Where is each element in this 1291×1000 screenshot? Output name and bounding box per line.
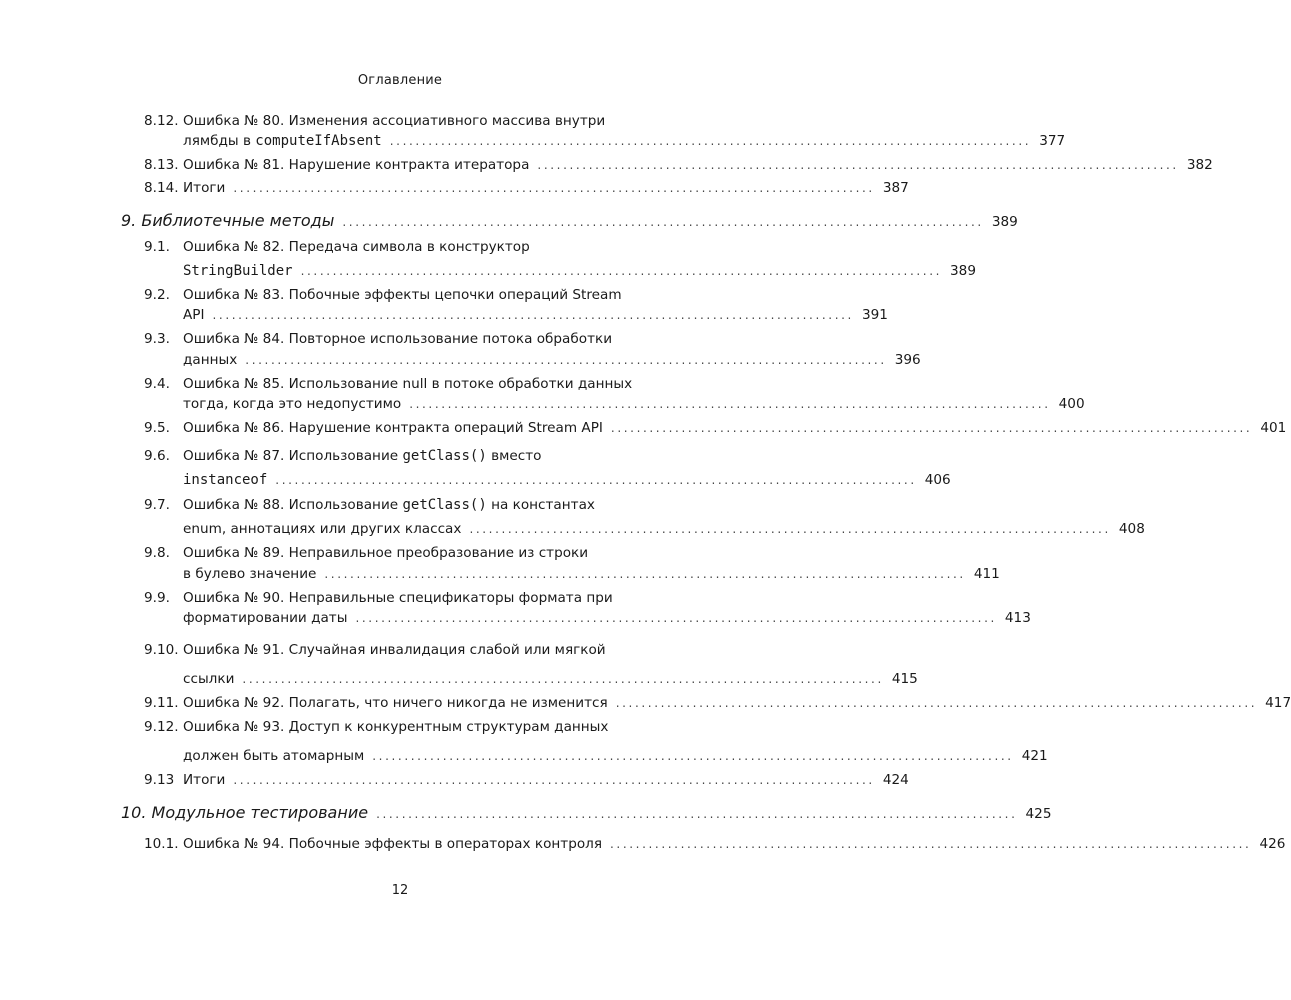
leader-dots: .................................................................................................... (376, 807, 1018, 821)
entry-title: Итоги (183, 180, 226, 196)
entry-page: 396 (894, 352, 921, 368)
entry-title: Ошибка № 80. Изменения ассоциативного массива внутри (183, 113, 606, 129)
leader-dots: .................................................................................................... (233, 773, 875, 787)
entry-title-cont: форматировании даты (183, 610, 348, 626)
entry-title: Ошибка № 89. Неправильное преобразование из строки (183, 545, 589, 561)
leader-dots: .................................................................................................... (212, 308, 854, 322)
leader-dots: .................................................................................................... (610, 837, 1252, 851)
page-number: 12 (391, 883, 409, 898)
entry-title-cont: данных (183, 352, 238, 368)
entry-number: 9.3. (144, 331, 170, 347)
entry-number: 8.12. (144, 113, 179, 129)
running-header: Оглавление (357, 73, 443, 88)
entry-number: 9.4. (144, 376, 170, 392)
entry-number: 9.7. (144, 497, 170, 513)
entry-title: Итоги (183, 772, 226, 788)
leader-dots: .................................................................................................... (342, 215, 984, 229)
entry-page: 382 (1186, 157, 1213, 173)
entry-number: 10.1. (144, 836, 179, 852)
entry-number: 8.14. (144, 180, 179, 196)
leader-dots: .................................................................................................... (409, 397, 1051, 411)
entry-page: 377 (1039, 133, 1066, 149)
entry-number: 8.13. (144, 157, 179, 173)
entry-title-cont: instanceof (183, 472, 268, 488)
entry-number: 9.9. (144, 590, 170, 606)
leader-dots: .................................................................................................... (610, 421, 1253, 435)
entry-title: Ошибка № 83. Побочные эффекты цепочки операций Stream (183, 287, 622, 303)
entry-page: 424 (882, 772, 909, 788)
entry-number: 9.1. (144, 239, 170, 255)
entry-title: Ошибка № 91. Случайная инвалидация слабой или мягкой (183, 642, 606, 658)
entry-page: 387 (882, 180, 909, 196)
chapter-title: 9. Библиотечные методы (121, 211, 335, 230)
entry-title: Ошибка № 92. Полагать, что ничего никогда не изменится (183, 695, 608, 711)
entry-page: 415 (891, 671, 918, 687)
leader-dots: .................................................................................................... (242, 672, 884, 686)
entry-number: 9.12. (144, 719, 179, 735)
entry-page: 400 (1058, 396, 1085, 412)
entry-title: Ошибка № 85. Использование null в потоке обработки данных (183, 376, 633, 392)
leader-dots: .................................................................................................... (372, 749, 1014, 763)
entry-page: 391 (861, 307, 888, 323)
entry-title: Ошибка № 86. Нарушение контракта операций Stream API (183, 420, 603, 436)
entry-title: Ошибка № 87. Использование getClass() вместо (183, 448, 542, 464)
leader-dots: .................................................................................................... (537, 158, 1179, 172)
entry-page: 389 (991, 214, 1018, 230)
entry-number: 9.6. (144, 448, 170, 464)
entry-title: Ошибка № 81. Нарушение контракта итератора (183, 157, 530, 173)
leader-dots: .................................................................................................... (245, 353, 887, 367)
entry-title-cont: должен быть атомарным (183, 748, 365, 764)
entry-page: 408 (1118, 521, 1145, 537)
leader-dots: .................................................................................................... (300, 264, 943, 278)
entry-title-cont: тогда, когда это недопустимо (183, 396, 402, 412)
leader-dots: .................................................................................................... (469, 522, 1111, 536)
leader-dots: .................................................................................................... (324, 567, 966, 581)
entry-number: 9.5. (144, 420, 170, 436)
entry-title: Ошибка № 84. Повторное использование потока обработки (183, 331, 613, 347)
entry-title-cont: API (183, 307, 205, 323)
entry-page: 389 (950, 263, 976, 279)
chapter-title: 10. Модульное тестирование (121, 803, 369, 822)
entry-page: 417 (1265, 695, 1291, 711)
entry-page: 406 (924, 472, 951, 488)
entry-title: Ошибка № 82. Передача символа в конструктор (183, 239, 530, 255)
entry-number: 9.8. (144, 545, 170, 561)
entry-title-cont: enum, аннотациях или других классах (183, 521, 462, 537)
entry-title-cont: лямбды в computeIfAbsent (183, 133, 382, 149)
entry-title-cont: StringBuilder (183, 263, 293, 279)
entry-number: 9.10. (144, 642, 179, 658)
entry-page: 411 (973, 566, 1000, 582)
entry-page: 413 (1004, 610, 1031, 626)
leader-dots: .................................................................................................... (275, 473, 917, 487)
entry-page: 426 (1259, 836, 1286, 852)
entry-title: Ошибка № 88. Использование getClass() на константах (183, 497, 595, 513)
entry-page: 425 (1025, 806, 1052, 822)
entry-title: Ошибка № 90. Неправильные спецификаторы формата при (183, 590, 613, 606)
leader-dots: .................................................................................................... (615, 696, 1258, 710)
entry-page: 421 (1021, 748, 1048, 764)
entry-title: Ошибка № 94. Побочные эффекты в операторах контроля (183, 836, 603, 852)
entry-page: 401 (1260, 420, 1287, 436)
entry-title-cont: в булево значение (183, 566, 317, 582)
entry-title: Ошибка № 93. Доступ к конкурентным структурам данных (183, 719, 609, 735)
entry-number: 9.2. (144, 287, 170, 303)
entry-title-cont: ссылки (183, 671, 235, 687)
leader-dots: .................................................................................................... (389, 134, 1032, 148)
entry-number: 9.13 (144, 772, 175, 788)
leader-dots: .................................................................................................... (355, 611, 997, 625)
entry-number: 9.11. (144, 695, 179, 711)
leader-dots: .................................................................................................... (233, 181, 875, 195)
